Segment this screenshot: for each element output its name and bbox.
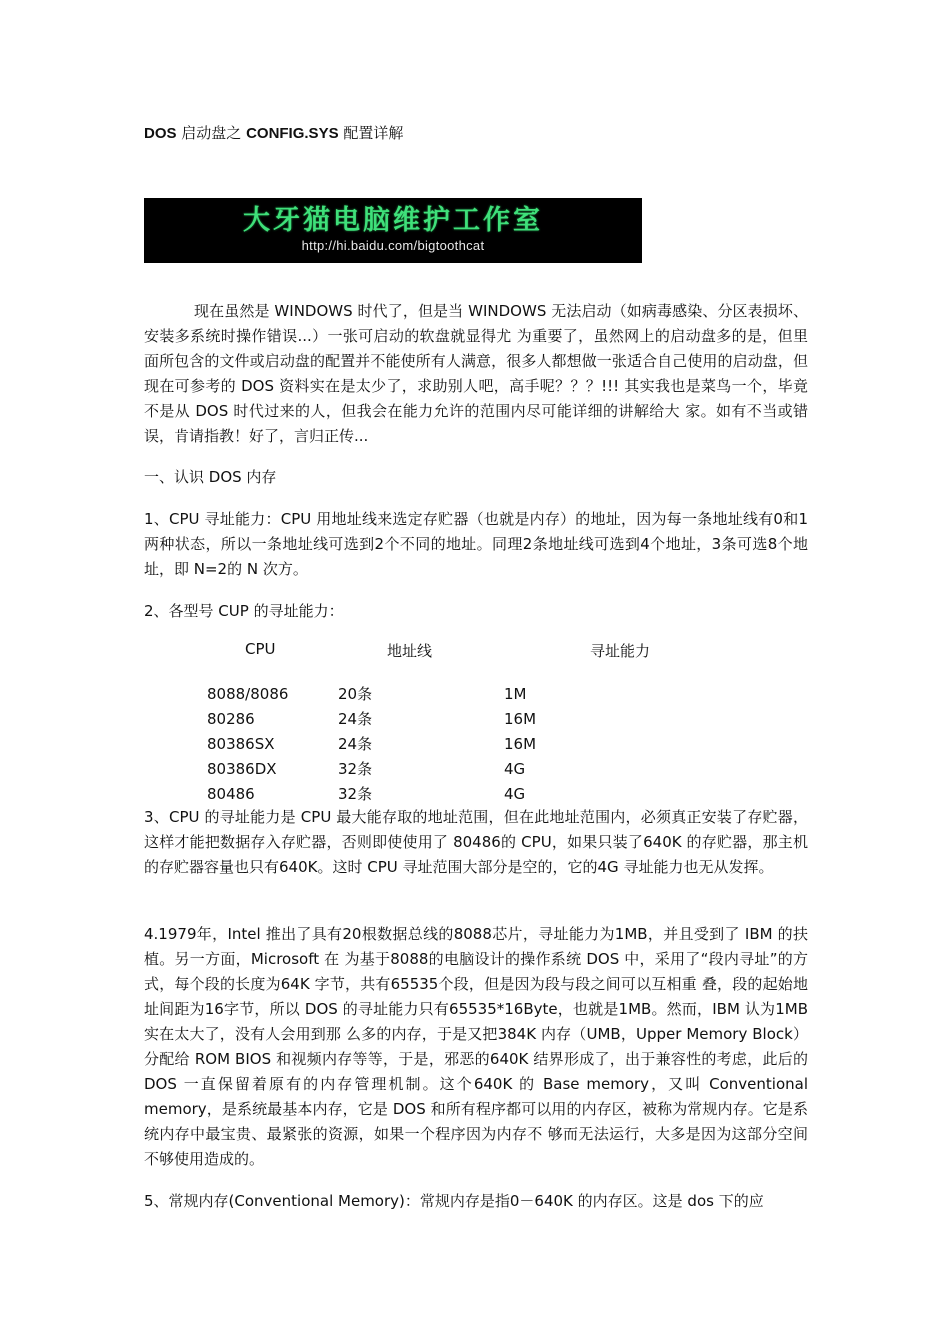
cell-lines: 32条	[338, 785, 373, 803]
table-header	[144, 640, 808, 665]
document-title	[144, 122, 403, 143]
paragraph-addressing-range: 3、CPU 的寻址能力是 CPU 最大能存取的地址范围，但在此地址范围内，必须真正安装了存贮器，这样才能把数据存入存贮器，否则即使使用了 80486的 CPU，如果只装了640K 的存贮器，那主机的存贮器容量也只有640K。这时 CPU 寻址范围大部分是空的，它的4G 寻址能力也无从发挥。	[144, 808, 808, 876]
cell-cpu: 80386SX	[207, 735, 275, 753]
intro-paragraph: 现在虽然是 WINDOWS 时代了，但是当 WINDOWS 无法启动（如病毒感染、分区表损坏、安装多系统时操作错误...）一张可启动的软盘就显得尤 为重要了，虽然网上的启动盘多的是，但里面所包含的文件或启动盘的配置并不能使所有人满意，很多人都想做一张适合自己使用的启动盘，但现在可参考的 DOS 资料实在是太少了，求助别人吧，高手呢？？？!!! 其实我也是菜鸟一个，毕竟不是从 DOS 时代过来的人，但我会在能力允许的范围内尽可能详细的讲解给大 家。如有不当或错误，肯请指教！好了，言归正传...	[144, 302, 808, 445]
paragraph-conventional-memory: 5、常规内存(Conventional Memory)：常规内存是指0－640K 的内存区。这是 dos 下的应	[144, 1192, 764, 1210]
table-row	[207, 782, 707, 807]
cell-capacity: 4G	[504, 785, 526, 803]
cpu-table	[207, 682, 707, 807]
banner-studio-name: 大牙猫电脑维护工作室	[243, 205, 543, 236]
cell-lines: 24条	[338, 710, 373, 728]
title-config: CONFIG.SYS	[246, 125, 339, 142]
header-cpu: CPU	[245, 640, 276, 658]
cell-capacity: 1M	[504, 685, 527, 703]
cell-cpu: 80486	[207, 785, 255, 803]
title-dos: DOS	[144, 125, 177, 142]
table-row	[207, 707, 707, 732]
banner-url: http://hi.baidu.com/bigtoothcat	[301, 238, 485, 253]
cell-lines: 24条	[338, 735, 373, 753]
table-row	[207, 732, 707, 757]
table-row	[207, 757, 707, 782]
cell-capacity: 16M	[504, 710, 537, 728]
paragraph-cpu-addressing: 1、CPU 寻址能力：CPU 用地址线来选定存贮器（也就是内存）的地址，因为每一条地址线有0和1两种状态，所以一条地址线可选到2个不同的地址。同理2条地址线可选到4个地址，3条可选8个地址，即 N=2的 N 次方。	[144, 510, 808, 578]
cell-capacity: 4G	[504, 760, 526, 778]
cell-cpu: 80386DX	[207, 760, 277, 778]
cell-cpu: 80286	[207, 710, 255, 728]
cell-capacity: 16M	[504, 735, 537, 753]
table-row	[207, 682, 707, 707]
studio-banner-image	[144, 198, 642, 263]
cell-cpu: 8088/8086	[207, 685, 289, 703]
title-text-2: 配置详解	[338, 124, 404, 142]
title-text-1: 启动盘之	[176, 124, 247, 142]
cell-lines: 20条	[338, 685, 373, 703]
paragraph-cpu-models: 2、各型号 CUP 的寻址能力：	[144, 602, 344, 620]
cell-lines: 32条	[338, 760, 373, 778]
header-address-lines: 地址线	[387, 642, 433, 660]
header-addressing: 寻址能力	[590, 642, 651, 660]
section-heading: 一、认识 DOS 内存	[144, 468, 277, 486]
paragraph-history: 4.1979年，Intel 推出了具有20根数据总线的8088芯片，寻址能力为1MB，并且受到了 IBM 的扶植。另一方面，Microsoft 在 为基于8088的电脑设计的操作系统 DOS 中，采用了“段内寻址”的方式，每个段的长度为64K 字节，共有65535个段，但是因为段与段之间可以互相重 叠，段的起始地址间距为16字节，所以 DOS 的寻址能力只有65535*16Byte，也就是1MB。然而，IBM 认为1MB 实在太大了，没有人会用到那 么多的内存，于是又把384K 内存（UMB，Upper Memory Block）分配给 ROM BIOS 和视频内存等等，于是，邪恶的640K 结界形成了，出于兼容性的考虑，此后的 DOS 一直保留着原有的内存管理机制。这个640K 的 Base memory，又叫 Conventional memory，是系统最基本内存，它是 DOS 和所有程序都可以用的内存区，被称为常规内存。它是系统内存中最宝贵、最紧张的资源，如果一个程序因为内存不 够而无法运行，大多是因为这部分空间不够使用造成的。	[144, 925, 808, 1168]
